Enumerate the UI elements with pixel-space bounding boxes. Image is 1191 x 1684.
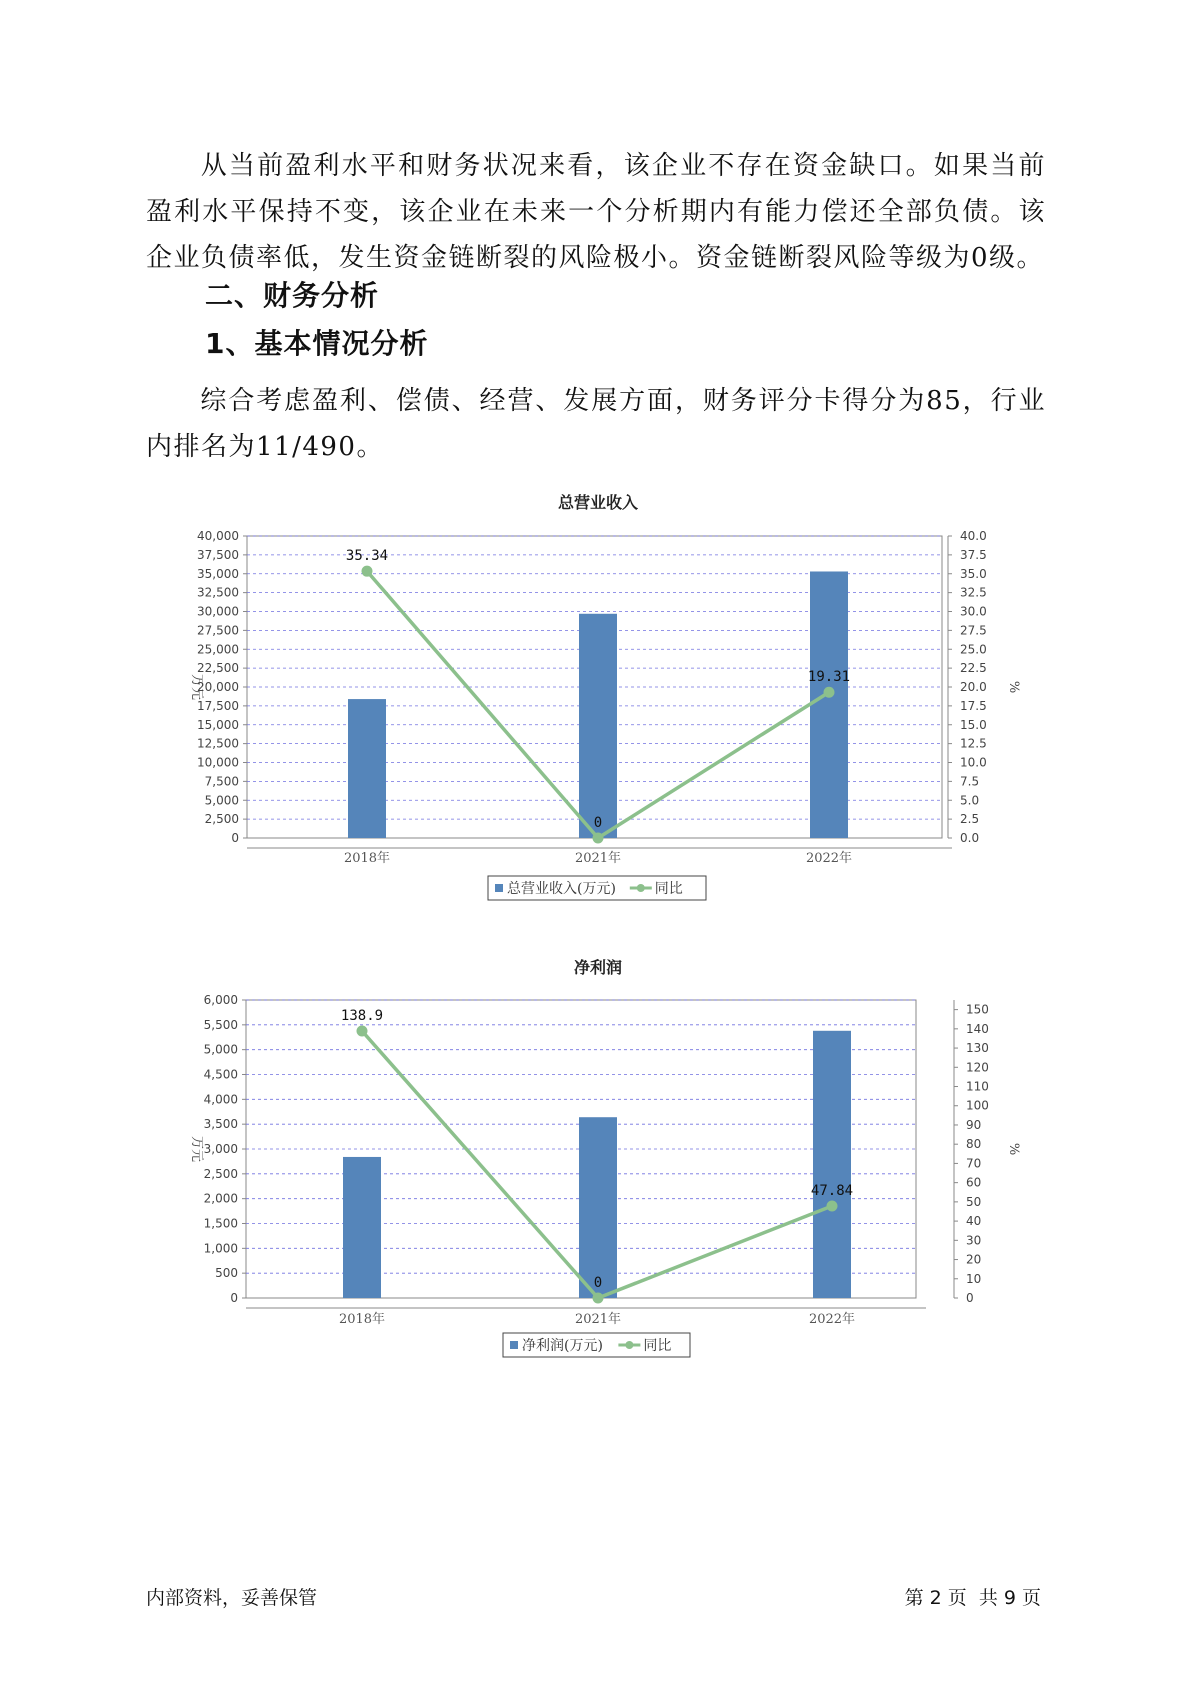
data-label: 35.34: [345, 548, 389, 565]
y-tick-label: 5,500: [203, 1017, 238, 1032]
y2-tick-label: 0: [966, 1291, 974, 1305]
y-tick-label: 30,000: [197, 604, 239, 619]
y-tick-label: 2,500: [203, 1166, 238, 1181]
chart-title: 净利润: [573, 958, 623, 977]
y2-tick-label: 15.0: [960, 717, 987, 732]
chart-net-profit: [0, 945, 1191, 1375]
y2-tick-label: 140: [966, 1021, 989, 1036]
legend-bar-label: 净利润(万元): [522, 1338, 603, 1354]
paragraph-capital-risk-text: 从当前盈利水平和财务状况来看，该企业不存在资金缺口。如果当前盈利水平保持不变，该企业在未来一个分析期内有能力偿还全部负债。该企业负债率低，发生资金链断裂的风险极小。资金链断裂风险等级为0级。: [146, 151, 1046, 273]
y2-tick-label: 30.0: [960, 604, 987, 619]
y-axis-label: 万元: [189, 1135, 204, 1163]
y-tick-label: 7,500: [204, 774, 239, 789]
y2-axis-label: %: [1006, 1142, 1021, 1156]
y2-tick-label: 10.0: [960, 755, 987, 770]
y-tick-label: 40,000: [197, 529, 239, 543]
y2-tick-label: 0.0: [960, 831, 980, 845]
paragraph-capital-risk: [146, 143, 1046, 281]
y2-tick-label: 90: [966, 1117, 982, 1132]
y-tick-label: 35,000: [197, 566, 239, 581]
y-tick-label: 2,000: [203, 1191, 238, 1206]
y-tick-label: 1,500: [203, 1216, 238, 1231]
x-tick-label: 2018年: [338, 1312, 386, 1327]
x-tick-label: 2021年: [574, 851, 622, 866]
x-tick-label: 2021年: [574, 1312, 622, 1327]
bar: [343, 1157, 381, 1298]
legend-line-label: 同比: [643, 1338, 672, 1354]
bar: [579, 1117, 617, 1298]
y-tick-label: 3,000: [203, 1142, 238, 1156]
footer-page-number: 第 2 页 共 9 页: [904, 1587, 1041, 1609]
y2-tick-label: 110: [966, 1079, 989, 1094]
line-point: [362, 566, 373, 577]
data-label: 0: [593, 1275, 603, 1291]
data-label: 0: [593, 815, 603, 831]
chart-revenue-svg: [0, 480, 1191, 910]
y2-tick-label: 40: [966, 1214, 982, 1229]
y-tick-label: 27,500: [197, 623, 239, 638]
y-tick-label: 0: [231, 831, 239, 845]
y-tick-label: 3,500: [203, 1117, 238, 1132]
y2-tick-label: 80: [966, 1137, 982, 1152]
y2-tick-label: 60: [966, 1175, 982, 1190]
y2-tick-label: 22.5: [960, 661, 987, 676]
y2-tick-label: 20.0: [960, 680, 987, 694]
bar: [810, 1031, 854, 1298]
y2-tick-label: 120: [966, 1060, 989, 1075]
y2-tick-label: 37.5: [960, 547, 987, 562]
section-heading-financial-analysis: 二、财务分析: [205, 279, 380, 312]
data-label: 138.9: [340, 1007, 384, 1024]
y2-tick-label: 30: [966, 1233, 982, 1248]
subsection-heading-basic-analysis: 1、基本情况分析: [205, 327, 429, 360]
y2-tick-label: 27.5: [960, 623, 987, 638]
y2-tick-label: 130: [966, 1041, 989, 1056]
legend-bar-swatch: [510, 1341, 518, 1349]
y2-tick-label: 5.0: [960, 793, 980, 808]
chart-revenue: [0, 480, 1191, 910]
legend-bar-swatch: [495, 884, 503, 892]
y2-tick-label: 150: [966, 1002, 989, 1017]
bar: [579, 614, 617, 838]
y-tick-label: 25,000: [197, 642, 239, 657]
line-point: [593, 833, 604, 844]
paragraph-score: [146, 378, 1046, 470]
y-tick-label: 5,000: [203, 1042, 238, 1057]
y2-tick-label: 35.0: [960, 566, 987, 581]
y-axis-label: 万元: [189, 673, 204, 701]
y-tick-label: 32,500: [197, 585, 239, 600]
bar: [348, 699, 386, 838]
y2-tick-label: 10: [966, 1271, 982, 1286]
legend-line-label: 同比: [654, 881, 683, 897]
y2-tick-label: 25.0: [960, 642, 987, 657]
y-tick-label: 2,500: [204, 812, 239, 827]
x-tick-label: 2022年: [805, 851, 853, 866]
y-tick-label: 6,000: [203, 993, 238, 1007]
y2-tick-label: 20: [966, 1252, 982, 1267]
y-tick-label: 4,000: [203, 1092, 238, 1107]
y-tick-label: 4,500: [203, 1067, 238, 1082]
y-tick-label: 500: [215, 1266, 238, 1281]
legend-line-marker: [625, 1341, 633, 1349]
legend-line-marker: [637, 884, 645, 892]
y2-tick-label: 32.5: [960, 585, 987, 600]
paragraph-score-text: 综合考虑盈利、偿债、经营、发展方面，财务评分卡得分为85，行业内排名为11/490。: [146, 386, 1046, 462]
y-tick-label: 22,500: [197, 661, 239, 676]
y2-tick-label: 7.5: [960, 774, 980, 789]
x-tick-label: 2022年: [808, 1312, 856, 1327]
y2-tick-label: 40.0: [960, 529, 987, 543]
x-tick-label: 2018年: [343, 851, 391, 866]
line-point: [824, 687, 835, 698]
y-tick-label: 0: [230, 1291, 238, 1305]
y2-tick-label: 2.5: [960, 812, 980, 827]
y-tick-label: 1,000: [203, 1241, 238, 1256]
y2-tick-label: 17.5: [960, 698, 987, 713]
line-point: [593, 1293, 604, 1304]
y-tick-label: 15,000: [197, 717, 239, 732]
data-label: 19.31: [807, 669, 851, 686]
chart-net-profit-svg: [0, 945, 1191, 1375]
chart-title: 总营业收入: [557, 493, 639, 512]
legend-bar-label: 总营业收入(万元): [507, 881, 616, 897]
bar: [807, 571, 851, 838]
y2-tick-label: 12.5: [960, 736, 987, 751]
y-tick-label: 37,500: [197, 547, 239, 562]
y2-tick-label: 50: [966, 1194, 982, 1209]
y-tick-label: 17,500: [197, 698, 239, 713]
y-tick-label: 5,000: [204, 793, 239, 808]
y-tick-label: 10,000: [197, 755, 239, 770]
footer-confidential: 内部资料，妥善保管: [146, 1587, 318, 1609]
y-tick-label: 12,500: [197, 736, 239, 751]
y2-axis-label: %: [1006, 680, 1021, 694]
y2-tick-label: 100: [966, 1098, 989, 1113]
y-tick-label: 20,000: [197, 680, 239, 694]
data-label: 47.84: [810, 1183, 854, 1200]
y2-tick-label: 70: [966, 1156, 982, 1171]
line-point: [827, 1201, 838, 1212]
line-point: [357, 1025, 368, 1036]
